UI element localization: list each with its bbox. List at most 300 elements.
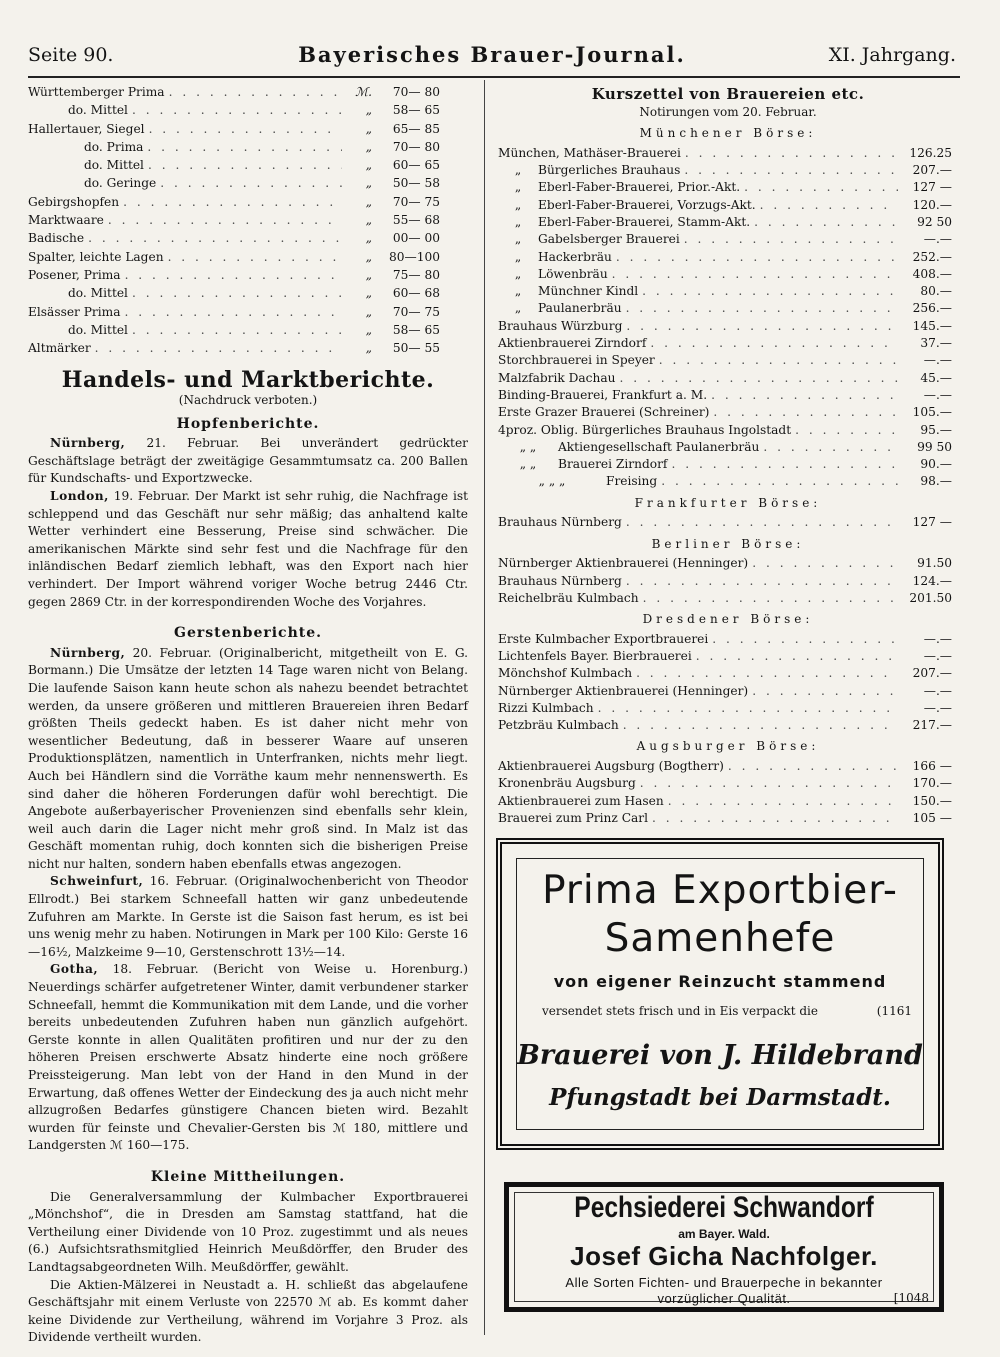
quote-label: Aktienbrauerei Zirndorf: [498, 336, 647, 351]
quote-label: Brauhaus Nürnberg: [498, 515, 622, 530]
leader-dots: [612, 266, 898, 284]
quote-label: Erste Kulmbacher Exportbrauerei: [498, 631, 709, 646]
quote-row: [498, 473, 958, 490]
quote-value: 256.—: [912, 301, 952, 316]
price-currency: „: [365, 286, 372, 301]
price-range: 60— 65: [392, 158, 440, 173]
quote-name: [498, 648, 692, 666]
quote-label: Paulanerbräu: [538, 301, 622, 316]
article-place: Nürnberg,: [50, 645, 126, 660]
hops-price-list: [28, 84, 468, 358]
price-name: do. Mittel: [84, 158, 144, 173]
quote-value: 80.—: [920, 284, 952, 299]
quote-value: 126.25: [909, 145, 952, 160]
quote-label: Eberl-Faber-Brauerei, Vorzugs-Akt.: [538, 197, 756, 212]
leader-dots: [123, 194, 342, 212]
quote-row: [498, 775, 958, 792]
leader-dots: [132, 102, 342, 120]
quote-label: Lichtenfels Bayer. Bierbrauerei: [498, 648, 692, 663]
quote-value: 98.—: [920, 474, 952, 489]
quote-value: 150.—: [912, 793, 952, 808]
quote-name: [498, 352, 655, 370]
leader-dots: [671, 456, 898, 474]
quote-label: Freising: [606, 474, 658, 489]
exchange-heading: Berliner Börse:: [651, 536, 805, 551]
leader-dots: [95, 340, 342, 358]
article-text: Die Aktien-Mälzerei in Neustadt a. H. schließt das abgelaufene Geschäftsjahr mit einem Verluste von 22570 ℳ ab. Es kommt daher keine Dividende zur Vertheilung, während im Vorjahre 3 Proz. als Dividende vertheilt wurden.: [28, 1277, 468, 1345]
reprint-note: (Nachdruck verboten.): [178, 393, 318, 408]
price-currency: „: [365, 322, 372, 337]
leader-dots: [636, 665, 898, 683]
price-range: 00— 00: [392, 231, 440, 246]
quote-row: [498, 422, 958, 439]
leader-dots: [623, 717, 898, 735]
price-range: 70— 80: [392, 139, 440, 154]
leader-dots: [168, 249, 342, 267]
quote-value: 105.—: [912, 405, 952, 420]
quote-label: Binding-Brauerei, Frankfurt a. M.: [498, 387, 708, 402]
quote-value: 95.—: [920, 422, 952, 437]
ditto-mark: „ „: [519, 439, 537, 454]
price-row: [28, 157, 468, 175]
quote-name: [498, 197, 756, 215]
quote-name: [498, 318, 622, 336]
price-name: do. Mittel: [68, 322, 128, 337]
leader-dots: [598, 700, 898, 718]
quote-name: [498, 758, 724, 776]
price-row: [28, 212, 468, 230]
article-text: Die Generalversammlung der Kulmbacher Exportbrauerei „Mönchshof“, die in Dresden am Samstag stattfand, hat die Vertheilung einer Dividende von 10 Proz. zugestimmt und als neues (6.) Aufsichtsrathsmitglied Heinrich Meußdörffer, den Bruder des Landtagsabgeordneten Wilh. Meußdörffer, gewählt.: [28, 1189, 468, 1274]
ditto-mark: „: [514, 180, 522, 195]
price-name: Hallertauer, Siegel: [28, 121, 145, 136]
leader-dots: [149, 121, 342, 139]
quote-name: [498, 214, 750, 232]
leader-dots: [626, 514, 898, 532]
ad-location: am Bayer. Wald.: [678, 1227, 770, 1241]
ditto-mark: „: [514, 284, 522, 299]
ad-company-location: Pfungstadt bei Darmstadt.: [549, 1084, 891, 1111]
misc-title: Kleine Mittheilungen.: [150, 1168, 346, 1185]
leader-dots: [169, 84, 342, 102]
quote-label: Nürnberger Aktienbrauerei (Henninger): [498, 683, 749, 698]
price-currency: „: [365, 121, 372, 136]
price-name: Altmärker: [28, 341, 91, 356]
quote-value: —.—: [923, 631, 952, 646]
quote-name: [498, 162, 680, 180]
price-name: do. Mittel: [68, 103, 128, 118]
exchange-heading: Frankfurter Börse:: [634, 495, 822, 510]
kurszettel-title: Kurszettel von Brauereien etc.: [591, 85, 865, 103]
price-currency: ℳ.: [355, 85, 372, 99]
quote-name: [498, 700, 594, 718]
hops-reports-title: Hopfenberichte.: [176, 415, 320, 432]
price-name: Elsässer Prima: [28, 304, 121, 319]
quote-name: [498, 810, 648, 828]
quote-value: —.—: [923, 387, 952, 402]
article-text: 21. Februar. Bei unverändert gedrückter Geschäftslage beträgt der zweitägige Gesammtumsatz ca. 200 Ballen für Kundschafts- und Exportzwecke.: [28, 436, 468, 486]
quote-value: 252.—: [912, 249, 952, 264]
quote-value: 207.—: [912, 666, 952, 681]
price-currency: „: [365, 231, 372, 246]
quote-label: München, Mathäser-Brauerei: [498, 145, 681, 160]
price-row: [28, 102, 468, 120]
price-name: Gebirgshopfen: [28, 194, 120, 209]
quote-name: [498, 775, 636, 793]
quote-label: Kronenbräu Augsburg: [498, 776, 636, 791]
price-name: do. Geringe: [84, 176, 157, 191]
leader-dots: [650, 335, 898, 353]
quote-row: [498, 266, 958, 283]
quote-name: [498, 249, 612, 267]
quote-row: [498, 439, 958, 456]
ad-company-name: Josef Gicha Nachfolger.: [570, 1241, 878, 1271]
quote-label: Brauerei Zirndorf: [558, 457, 668, 472]
quote-name: [498, 300, 622, 318]
quote-row: [498, 352, 958, 369]
barley-reports-title: Gerstenberichte.: [173, 625, 322, 642]
quote-row: [498, 514, 958, 531]
leader-dots: [643, 590, 898, 608]
price-row: [28, 285, 468, 303]
quote-label: Eberl-Faber-Brauerei, Stamm-Akt.: [538, 214, 751, 229]
quote-name: [498, 665, 632, 683]
leader-dots: [659, 352, 898, 370]
quote-label: Brauhaus Nürnberg: [498, 573, 622, 588]
quote-row: [498, 700, 958, 717]
price-range: 70— 75: [392, 304, 440, 319]
ditto-mark: „ „: [519, 457, 537, 472]
ad-description-2: vorzüglicher Qualität.: [657, 1291, 791, 1306]
price-name: Spalter, leichte Lagen: [28, 249, 164, 264]
quote-value: 127 —: [912, 180, 952, 195]
price-range: 75— 80: [392, 267, 440, 282]
leader-dots: [763, 439, 898, 457]
leader-dots: [616, 249, 898, 267]
ditto-mark: „: [514, 197, 522, 212]
quote-value: —.—: [923, 700, 952, 715]
hops-reports: [28, 435, 468, 611]
leader-dots: [88, 230, 342, 248]
article: [28, 1277, 468, 1347]
leader-dots: [124, 304, 342, 322]
article: [28, 1189, 468, 1277]
price-range: 50— 58: [392, 176, 440, 191]
price-name: Posener, Prima: [28, 267, 121, 282]
article: [28, 435, 468, 488]
quote-label: Brauerei zum Prinz Carl: [498, 810, 649, 825]
leader-dots: [728, 758, 898, 776]
header-rule: [28, 76, 960, 78]
ad-headline-2: Samenhefe: [604, 916, 836, 961]
right-column: [498, 84, 958, 827]
quote-label: Brauhaus Würzburg: [498, 318, 623, 333]
leader-dots: [652, 810, 898, 828]
price-row: [28, 139, 468, 157]
exchange-heading: Augsburger Börse:: [636, 739, 820, 754]
leader-dots: [626, 318, 898, 336]
ad-reference-number: (1161: [876, 1004, 912, 1018]
quote-row: [498, 335, 958, 352]
ditto-mark: „: [514, 214, 522, 229]
price-row: [28, 304, 468, 322]
quote-row: [498, 300, 958, 317]
quote-row: [498, 573, 958, 590]
quote-label: Erste Grazer Brauerei (Schreiner): [498, 405, 710, 420]
quote-value: 45.—: [920, 370, 952, 385]
quote-label: Storchbrauerei in Speyer: [498, 353, 655, 368]
quote-name: [498, 631, 708, 649]
quote-label: 4proz. Oblig. Bürgerliches Brauhaus Ingolstadt: [498, 422, 792, 437]
leader-dots: [696, 648, 898, 666]
quote-value: —.—: [923, 648, 952, 663]
leader-dots: [108, 212, 342, 230]
article-place: London,: [50, 489, 109, 504]
quote-label: Reichelbräu Kulmbach: [498, 590, 639, 605]
price-row: [28, 267, 468, 285]
article: [28, 488, 468, 611]
quote-row: [498, 162, 958, 179]
quote-row: [498, 214, 958, 231]
price-currency: „: [365, 176, 372, 191]
ad-headline-1: Prima Exportbier-: [542, 868, 898, 913]
quote-value: 124.—: [912, 573, 952, 588]
page-number: Seite 90.: [28, 44, 114, 66]
price-currency: „: [365, 249, 372, 264]
quote-row: [498, 631, 958, 648]
section-title: Handels- und Marktberichte.: [61, 367, 435, 394]
quote-label: Gabelsberger Brauerei: [538, 232, 680, 247]
article-place: Nürnberg,: [50, 436, 126, 451]
quote-label: Eberl-Faber-Brauerei, Prior.-Akt.: [538, 180, 741, 195]
quote-name: [498, 179, 740, 197]
quote-value: 145.—: [912, 318, 952, 333]
quote-name: [498, 422, 791, 440]
quote-value: 99 50: [917, 439, 952, 454]
kurszettel-table: [498, 125, 958, 827]
quote-value: 90.—: [920, 457, 952, 472]
article-text: 19. Februar. Der Markt ist sehr ruhig, die Nachfrage ist schleppend und das Geschäft nur sehr mäßig; das anhaltend kalte Wetter verhindert eine Besserung, Preise sind schwächer. Die amerikanischen Märkte sind sehr fest und die Nachfrage für den inländischen Bedarf ziemlich lebhaft, was den Export nach hier verhindert. Der Import während voriger Woche betrug 2446 Ctr. gegen 2869 Ctr. in der korrespondirenden Woche des Vorjahres.: [28, 489, 468, 609]
quote-name: [498, 456, 667, 474]
price-range: 58— 65: [392, 322, 440, 337]
price-currency: „: [365, 194, 372, 209]
quote-value: 170.—: [912, 776, 952, 791]
volume-label: XI. Jahrgang.: [828, 44, 956, 66]
column-divider: [484, 80, 485, 1335]
quote-value: 91.50: [917, 556, 952, 571]
article-place: Schweinfurt,: [50, 874, 144, 889]
leader-dots: [147, 139, 342, 157]
quote-name: [498, 370, 615, 388]
price-name: do. Mittel: [68, 286, 128, 301]
quote-label: Mönchshof Kulmbach: [498, 666, 633, 681]
quote-label: Rizzi Kulmbach: [498, 700, 594, 715]
leader-dots: [668, 793, 898, 811]
quote-name: [498, 387, 707, 405]
ad-shipping-text: versendet stets frisch und in Eis verpackt die: [542, 1004, 818, 1018]
quote-row: [498, 810, 958, 827]
quote-row: [498, 197, 958, 214]
article-text: 18. Februar. (Bericht von Weise u. Horenburg.) Neuerdings schärfer aufgetretener Winter, damit verbundener starker Schneefall, hemmt die Kommunikation mit dem Lande, und die vorher bereits unbedeutenden Zufuhren haben nun gänzlich aufgehört. Gerste konnte in allen Qualitäten profitiren und nur der zu den höheren Preisen erschwerte Absatz hinderte eine noch größere Preissteigerung. Man lebt von der Hand in den Mund in der Erwartung, daß offenes Wetter der Eindeckung des ja auch nicht mehr allzugroßen Bedarfes günstigere Chancen bieten wird. Bezahlt wurden für feinste und Chevalier-Gersten bis ℳ 180, mittlere und Landgersten ℳ 160—175.: [28, 962, 468, 1153]
exchange-heading: Münchener Börse:: [639, 126, 817, 141]
ditto-mark: „: [514, 232, 522, 247]
quote-label: Löwenbräu: [538, 266, 608, 281]
price-range: 70— 75: [392, 194, 440, 209]
advertisement-schwandorf: [504, 1182, 944, 1312]
price-currency: „: [365, 103, 372, 118]
quote-name: [498, 145, 681, 163]
quote-name: [498, 683, 748, 701]
price-row: [28, 121, 468, 139]
quote-name: [498, 573, 622, 591]
price-name: Marktwaare: [28, 213, 104, 228]
price-currency: „: [365, 213, 372, 228]
price-name: Badische: [28, 231, 85, 246]
price-currency: „: [365, 304, 372, 319]
article-text: 16. Februar. (Originalwochenbericht von Theodor Ellrodt.) Bei starkem Schneefall hatten wir ganz unbedeutende Zufuhren am Markte. In Gerste ist die Saison fast herum, es ist bei uns wenig mehr zu haben. Notirungen in Mark per 100 Kilo: Gerste 16—16½, Malzkeime 9—10, Gerstenschrott 13½—14.: [28, 874, 468, 959]
ad-headline: Pechsiederei Schwandorf: [574, 1191, 874, 1224]
quote-name: [498, 283, 638, 301]
price-range: 65— 85: [392, 121, 440, 136]
leader-dots: [684, 162, 898, 180]
quote-label: Nürnberger Aktienbrauerei (Henninger): [498, 556, 749, 571]
quote-value: —.—: [923, 683, 952, 698]
quote-value: 92 50: [917, 214, 952, 229]
quote-value: 37.—: [920, 336, 952, 351]
price-range: 50— 55: [392, 341, 440, 356]
ditto-mark: „: [514, 163, 522, 178]
leader-dots: [626, 573, 898, 591]
quote-row: [498, 793, 958, 810]
price-name: Württemberger Prima: [28, 85, 165, 99]
price-range: 58— 65: [392, 103, 440, 118]
price-row: [28, 175, 468, 193]
quote-value: 408.—: [912, 266, 952, 281]
ad-subline: von eigener Reinzucht stammend: [553, 972, 887, 991]
quote-row: [498, 370, 958, 387]
price-row: [28, 340, 468, 358]
quote-label: Bürgerliches Brauhaus: [538, 163, 681, 178]
price-currency: „: [365, 139, 372, 154]
quote-label: Malzfabrik Dachau: [498, 370, 616, 385]
quote-label: Aktienbrauerei Augsburg (Bogtherr): [498, 759, 724, 774]
quote-row: [498, 249, 958, 266]
quote-label: Münchner Kindl: [538, 284, 639, 299]
leader-dots: [711, 387, 898, 405]
article-text: 20. Februar. (Originalbericht, mitgetheilt von E. G. Bormann.) Die Umsätze der letzten 14 Tage waren nicht von Belang. Die laufende Saison kann heute schon als nahezu beendet betrachtet werden, da unsere größeren und mittleren Brauereien ihren Bedarf größten Theils gedeckt haben. Es ist daher nicht mehr von wesentlicher Bedeutung, daß in besserer Waare auf unseren Produktionsplätzen, namentlich in Unterfranken, nichts mehr liegt. Auch bei Händlern sind die Vorräthe kaum mehr nennenswerth. Es sind daher die höheren Forderungen dafür wohl berechtigt. Die Angebote außerbayerischer Provenienzen sind ebenfalls sehr klein, weil auch darin die Lager nicht mehr groß sind. In Malz ist das Geschäft momentan ruhig, doch konnten sich die bisherigen Preise nicht nur halten, sondern haben ebenfalls etwas angezogen.: [28, 645, 469, 871]
leader-dots: [160, 175, 342, 193]
quote-label: Petzbräu Kulmbach: [498, 718, 619, 733]
exchange-heading: Dresdener Börse:: [642, 612, 814, 627]
quote-value: 217.—: [912, 718, 952, 733]
article-place: Gotha,: [50, 962, 99, 977]
price-currency: „: [365, 267, 372, 282]
quote-row: [498, 665, 958, 682]
quote-label: Hackerbräu: [538, 249, 612, 264]
price-range: 70— 80: [392, 85, 440, 99]
ad-reference-number: [1048: [893, 1291, 929, 1305]
quote-value: —.—: [923, 353, 952, 368]
leader-dots: [661, 473, 898, 491]
quote-row: [498, 387, 958, 404]
leader-dots: [148, 157, 342, 175]
quote-name: [498, 717, 619, 735]
price-range: 80—100: [389, 249, 440, 264]
leader-dots: [685, 145, 898, 163]
quote-row: [498, 231, 958, 248]
ad-company-name: Brauerei von J. Hildebrand: [517, 1040, 923, 1071]
leader-dots: [744, 179, 898, 197]
article: [28, 961, 468, 1155]
quote-name: [498, 335, 646, 353]
barley-reports: [28, 645, 468, 1155]
leader-dots: [712, 631, 898, 649]
quote-row: [498, 648, 958, 665]
price-row: [28, 194, 468, 212]
leader-dots: [795, 422, 898, 440]
quote-name: [498, 266, 608, 284]
quote-row: [498, 590, 958, 607]
quote-value: 127 —: [912, 515, 952, 530]
advertisement-hildebrand: [496, 838, 944, 1150]
leader-dots: [642, 283, 898, 301]
ditto-mark: „ „ „: [538, 474, 566, 489]
leader-dots: [626, 300, 898, 318]
misc-reports: [28, 1189, 468, 1347]
quote-value: 207.—: [912, 163, 952, 178]
leader-dots: [754, 214, 898, 232]
ditto-mark: „: [514, 249, 522, 264]
page-header: [28, 40, 956, 70]
leader-dots: [619, 370, 898, 388]
leader-dots: [640, 775, 898, 793]
quote-name: [498, 231, 680, 249]
quote-name: [498, 473, 657, 491]
quote-row: [498, 555, 958, 572]
quote-row: [498, 456, 958, 473]
price-row: [28, 322, 468, 340]
kurszettel-date: Notirungen vom 20. Februar.: [639, 104, 817, 119]
price-name: do. Prima: [84, 139, 144, 154]
price-row: [28, 249, 468, 267]
price-currency: „: [365, 341, 372, 356]
quote-label: Aktiengesellschaft Paulanerbräu: [558, 439, 760, 454]
price-range: 55— 68: [392, 213, 440, 228]
quote-row: [498, 179, 958, 196]
quote-name: [498, 439, 759, 457]
leader-dots: [125, 267, 342, 285]
quote-row: [498, 318, 958, 335]
ad-description-1: Alle Sorten Fichten- und Brauerpeche in bekannter: [565, 1275, 883, 1290]
journal-title: Bayerisches Brauer-Journal.: [298, 42, 686, 67]
quote-name: [498, 555, 748, 573]
quote-value: 201.50: [909, 590, 952, 605]
left-column: [28, 84, 468, 1347]
leader-dots: [684, 231, 898, 249]
price-row: [28, 230, 468, 248]
quote-row: [498, 758, 958, 775]
quote-value: 120.—: [912, 197, 952, 212]
leader-dots: [752, 555, 898, 573]
quote-value: 166 —: [912, 759, 952, 774]
leader-dots: [132, 285, 342, 303]
leader-dots: [752, 683, 898, 701]
quote-value: —.—: [923, 232, 952, 247]
price-currency: „: [365, 158, 372, 173]
quote-value: 105 —: [912, 810, 952, 825]
leader-dots: [760, 197, 898, 215]
quote-name: [498, 404, 709, 422]
quote-label: Aktienbrauerei zum Hasen: [498, 793, 664, 808]
